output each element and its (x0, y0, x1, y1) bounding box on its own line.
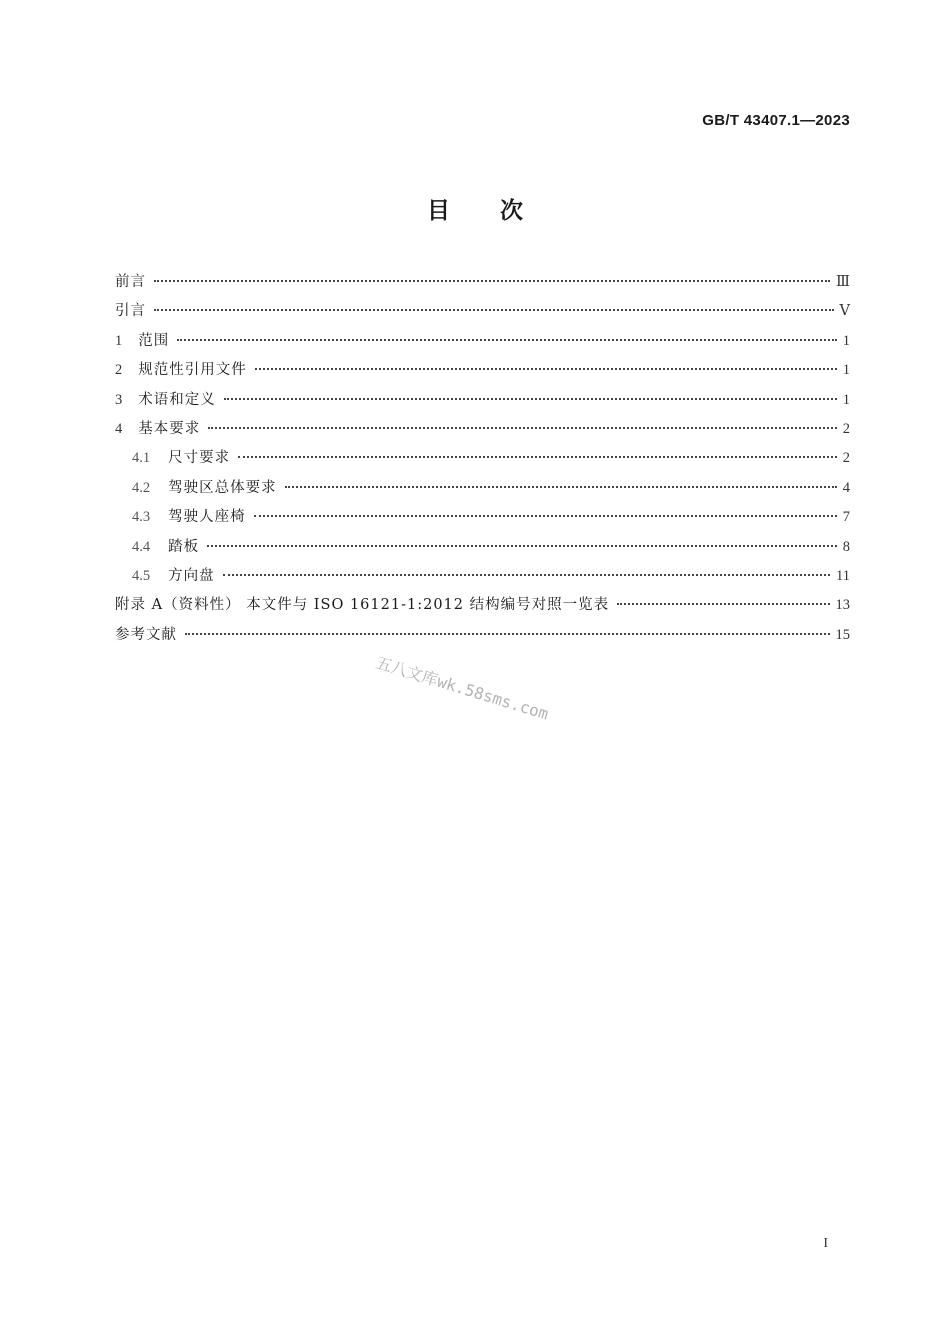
toc-page-number: Ⅴ (839, 303, 850, 320)
toc-leader-dots (154, 309, 834, 311)
standard-number: GB/T 43407.1—2023 (702, 112, 850, 129)
toc-entry-terms-definitions[interactable] (115, 388, 850, 417)
toc-page-number: 4 (842, 479, 850, 496)
toc-entry-label: 驾驶人座椅 (168, 509, 246, 526)
toc-entry-label: 参考文献 (115, 626, 177, 643)
toc-page-number: Ⅲ (836, 274, 850, 290)
toc-page-number: 1 (842, 391, 850, 408)
toc-page-number: 2 (842, 450, 850, 467)
toc-page-number: 7 (842, 509, 850, 526)
toc-entry-label: 基本要求 (138, 420, 201, 437)
toc-entry-label: 附录 A（资料性） 本文件与 ISO 16121-1:2012 结构编号对照一览表 (115, 597, 610, 614)
toc-entry-number: 1 (115, 332, 123, 349)
toc-page-number: 15 (835, 626, 850, 643)
toc-page-number: 8 (842, 538, 850, 555)
toc-page-number: 1 (842, 332, 850, 349)
toc-entry-bibliography[interactable] (115, 623, 850, 652)
toc-entry-number: 4.1 (132, 450, 151, 467)
toc-leader-dots (208, 427, 837, 429)
toc-entry-normative-references[interactable] (115, 358, 850, 387)
toc-entry-label: 前言 (115, 274, 146, 290)
toc-entry-dimension-requirements[interactable] (115, 446, 850, 475)
toc-entry-label: 踏板 (168, 538, 200, 555)
toc-entry-driver-seat[interactable] (115, 505, 850, 534)
toc-page-number: 11 (836, 567, 850, 584)
toc-entry-number: 3 (115, 391, 123, 408)
toc-leader-dots (254, 515, 837, 517)
table-of-contents (115, 270, 850, 652)
toc-entry-appendix-a[interactable] (115, 593, 850, 622)
toc-leader-dots (617, 603, 829, 605)
toc-leader-dots (238, 456, 837, 458)
toc-leader-dots (224, 398, 837, 400)
toc-entry-number: 4 (115, 420, 123, 437)
toc-entry-number: 4.3 (132, 509, 151, 526)
toc-entry-number: 4.4 (132, 538, 151, 555)
toc-entry-label: 引言 (115, 303, 146, 320)
watermark: 五八文库wk.58sms.com (373, 652, 551, 724)
toc-entry-label: 尺寸要求 (168, 450, 231, 467)
toc-entry-scope[interactable] (115, 329, 850, 358)
toc-entry-label: 规范性引用文件 (138, 362, 247, 379)
toc-leader-dots (185, 633, 830, 635)
toc-entry-label: 术语和定义 (138, 391, 216, 408)
toc-leader-dots (255, 368, 837, 370)
toc-entry-steering-wheel[interactable] (115, 564, 850, 593)
toc-entry-label: 范围 (138, 332, 170, 349)
toc-page-number: 13 (835, 597, 850, 614)
toc-page-number: 1 (842, 362, 850, 379)
toc-leader-dots (285, 486, 837, 488)
toc-entry-number: 2 (115, 362, 123, 379)
toc-entry-introduction[interactable] (115, 299, 850, 328)
page-title: 目次 (427, 198, 573, 224)
toc-leader-dots (207, 545, 837, 547)
toc-entry-pedals[interactable] (115, 535, 850, 564)
toc-leader-dots (223, 574, 830, 576)
toc-entry-label: 驾驶区总体要求 (168, 479, 277, 496)
toc-entry-number: 4.2 (132, 479, 151, 496)
toc-entry-driving-area-requirements[interactable] (115, 476, 850, 505)
toc-page-number: 2 (842, 420, 850, 437)
toc-entry-number: 4.5 (132, 567, 151, 584)
page-number: I (823, 1236, 828, 1251)
toc-leader-dots (154, 280, 830, 282)
toc-entry-label: 方向盘 (168, 567, 215, 584)
toc-leader-dots (177, 339, 837, 341)
toc-entry-basic-requirements[interactable] (115, 417, 850, 446)
toc-entry-foreword[interactable] (115, 270, 850, 299)
